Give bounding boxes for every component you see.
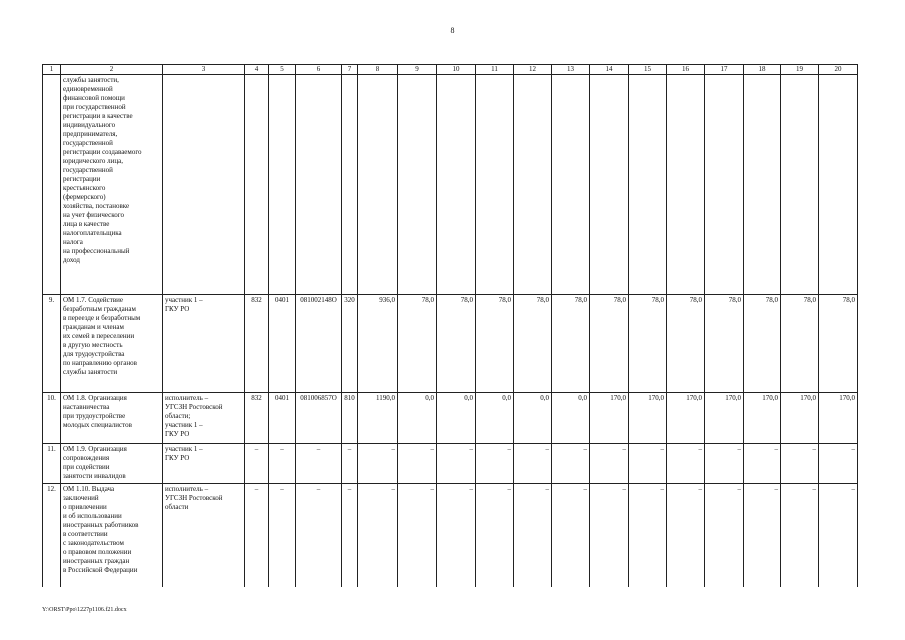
page-number: 8 xyxy=(450,26,455,35)
measure-name: ОМ 1.8. Организация наставничества при трудоустройстве молодых специалистов xyxy=(61,393,163,444)
year-value: – xyxy=(514,444,552,484)
column-number-3: 3 xyxy=(163,65,245,75)
year-value xyxy=(781,75,819,295)
year-value: 78,0 xyxy=(744,295,781,393)
program-table xyxy=(42,64,858,587)
year-value: – xyxy=(398,444,437,484)
year-value: – xyxy=(744,484,781,587)
year-value: – xyxy=(552,484,590,587)
year-value: 170,0 xyxy=(667,393,705,444)
year-value: 0,0 xyxy=(476,393,514,444)
column-number-14: 14 xyxy=(590,65,629,75)
column-number-4: 4 xyxy=(245,65,269,75)
year-value: – xyxy=(819,444,858,484)
section-code: 0401 xyxy=(269,393,296,444)
column-number-15: 15 xyxy=(629,65,667,75)
year-value xyxy=(437,75,476,295)
table-row xyxy=(43,295,858,393)
year-value: 78,0 xyxy=(781,295,819,393)
target-article-code: 081002148О xyxy=(296,295,342,393)
row-number: 9. xyxy=(43,295,61,393)
grbs-code: – xyxy=(245,444,269,484)
year-value: 0,0 xyxy=(398,393,437,444)
table-row xyxy=(43,484,858,587)
executor-cell: исполнитель – УГСЗН Ростовской области; участник 1 – ГКУ РО xyxy=(163,393,245,444)
column-number-7: 7 xyxy=(342,65,358,75)
year-value xyxy=(476,75,514,295)
total-value xyxy=(358,75,398,295)
year-value: – xyxy=(781,484,819,587)
column-number-19: 19 xyxy=(781,65,819,75)
section-code xyxy=(269,75,296,295)
row-number xyxy=(43,75,61,295)
column-number-5: 5 xyxy=(269,65,296,75)
table-row xyxy=(43,393,858,444)
column-number-9: 9 xyxy=(398,65,437,75)
year-value: 78,0 xyxy=(705,295,744,393)
year-value: – xyxy=(437,444,476,484)
target-article-code: – xyxy=(296,484,342,587)
year-value: 78,0 xyxy=(590,295,629,393)
year-value: 170,0 xyxy=(705,393,744,444)
year-value: 78,0 xyxy=(476,295,514,393)
year-value: 78,0 xyxy=(629,295,667,393)
year-value: – xyxy=(398,484,437,587)
table-row xyxy=(43,75,858,295)
section-code: – xyxy=(269,444,296,484)
measure-name: ОМ 1.7. Содействие безработным гражданам в переезде и безработным гражданам и членам их семей в переселении в другую местность для трудоустройства по направлению органов службы занятости xyxy=(61,295,163,393)
column-number-12: 12 xyxy=(514,65,552,75)
column-number-13: 13 xyxy=(552,65,590,75)
column-number-1: 1 xyxy=(43,65,61,75)
year-value: 0,0 xyxy=(437,393,476,444)
total-value: 936,0 xyxy=(358,295,398,393)
year-value: – xyxy=(476,444,514,484)
year-value xyxy=(667,75,705,295)
expense-type-code: – xyxy=(342,444,358,484)
year-value: – xyxy=(552,444,590,484)
column-number-11: 11 xyxy=(476,65,514,75)
grbs-code: 832 xyxy=(245,393,269,444)
executor-cell: исполнитель – УГСЗН Ростовской области xyxy=(163,484,245,587)
year-value: – xyxy=(667,444,705,484)
row-number: 11. xyxy=(43,444,61,484)
year-value: 0,0 xyxy=(552,393,590,444)
year-value: 170,0 xyxy=(590,393,629,444)
section-code: – xyxy=(269,484,296,587)
year-value xyxy=(629,75,667,295)
year-value: 78,0 xyxy=(552,295,590,393)
year-value xyxy=(552,75,590,295)
year-value: – xyxy=(476,484,514,587)
expense-type-code: 810 xyxy=(342,393,358,444)
year-value xyxy=(398,75,437,295)
column-number-16: 16 xyxy=(667,65,705,75)
row-number: 10. xyxy=(43,393,61,444)
column-number-row xyxy=(43,65,858,75)
year-value xyxy=(590,75,629,295)
year-value: 78,0 xyxy=(514,295,552,393)
target-article-code: 081006857О xyxy=(296,393,342,444)
year-value: 0,0 xyxy=(514,393,552,444)
column-number-20: 20 xyxy=(819,65,858,75)
year-value: 78,0 xyxy=(437,295,476,393)
year-value: – xyxy=(819,484,858,587)
target-article-code: – xyxy=(296,444,342,484)
measure-name: ОМ 1.10. Выдача заключений о привлечении и об использовании иностранных работников в соответствии с законодательством о правовом положении иностранных граждан в Российской Федерации xyxy=(61,484,163,587)
year-value: 78,0 xyxy=(819,295,858,393)
year-value: – xyxy=(705,484,744,587)
year-value: – xyxy=(781,444,819,484)
grbs-code: 832 xyxy=(245,295,269,393)
year-value: – xyxy=(667,484,705,587)
grbs-code xyxy=(245,75,269,295)
target-article-code xyxy=(296,75,342,295)
file-path: Y:\ORST\Ppo\1227p1106.f21.docx xyxy=(42,607,127,613)
year-value: – xyxy=(629,444,667,484)
measure-name: ОМ 1.9. Организация сопровождения при содействии занятости инвалидов xyxy=(61,444,163,484)
total-value: – xyxy=(358,444,398,484)
year-value: – xyxy=(744,444,781,484)
measure-name: службы занятости, единовременной финансовой помощи при государственной регистрации в качестве индивидуального предпринимателя, государственной регистрации создаваемого юридического лица, государственной регистрации крестьянского (фермерского) хозяйства, постановке на учет физического лица в качестве налогоплательщика налога на профессиональный доход xyxy=(61,75,163,295)
year-value: – xyxy=(590,484,629,587)
year-value: 78,0 xyxy=(398,295,437,393)
column-number-2: 2 xyxy=(61,65,163,75)
year-value: – xyxy=(590,444,629,484)
expense-type-code xyxy=(342,75,358,295)
total-value: – xyxy=(358,484,398,587)
column-number-17: 17 xyxy=(705,65,744,75)
section-code: 0401 xyxy=(269,295,296,393)
year-value: – xyxy=(705,444,744,484)
column-number-8: 8 xyxy=(358,65,398,75)
table-row xyxy=(43,444,858,484)
year-value: – xyxy=(629,484,667,587)
executor-cell: участник 1 – ГКУ РО xyxy=(163,295,245,393)
year-value: 170,0 xyxy=(781,393,819,444)
grbs-code: – xyxy=(245,484,269,587)
total-value: 1190,0 xyxy=(358,393,398,444)
column-number-10: 10 xyxy=(437,65,476,75)
year-value xyxy=(705,75,744,295)
column-number-6: 6 xyxy=(296,65,342,75)
column-number-18: 18 xyxy=(744,65,781,75)
year-value: 170,0 xyxy=(629,393,667,444)
executor-cell: участник 1 – ГКУ РО xyxy=(163,444,245,484)
expense-type-code: – xyxy=(342,484,358,587)
year-value: – xyxy=(514,484,552,587)
year-value xyxy=(819,75,858,295)
year-value: 170,0 xyxy=(819,393,858,444)
year-value: – xyxy=(437,484,476,587)
year-value xyxy=(744,75,781,295)
expense-type-code: 320 xyxy=(342,295,358,393)
year-value xyxy=(514,75,552,295)
year-value: 170,0 xyxy=(744,393,781,444)
executor-cell xyxy=(163,75,245,295)
row-number: 12. xyxy=(43,484,61,587)
year-value: 78,0 xyxy=(667,295,705,393)
